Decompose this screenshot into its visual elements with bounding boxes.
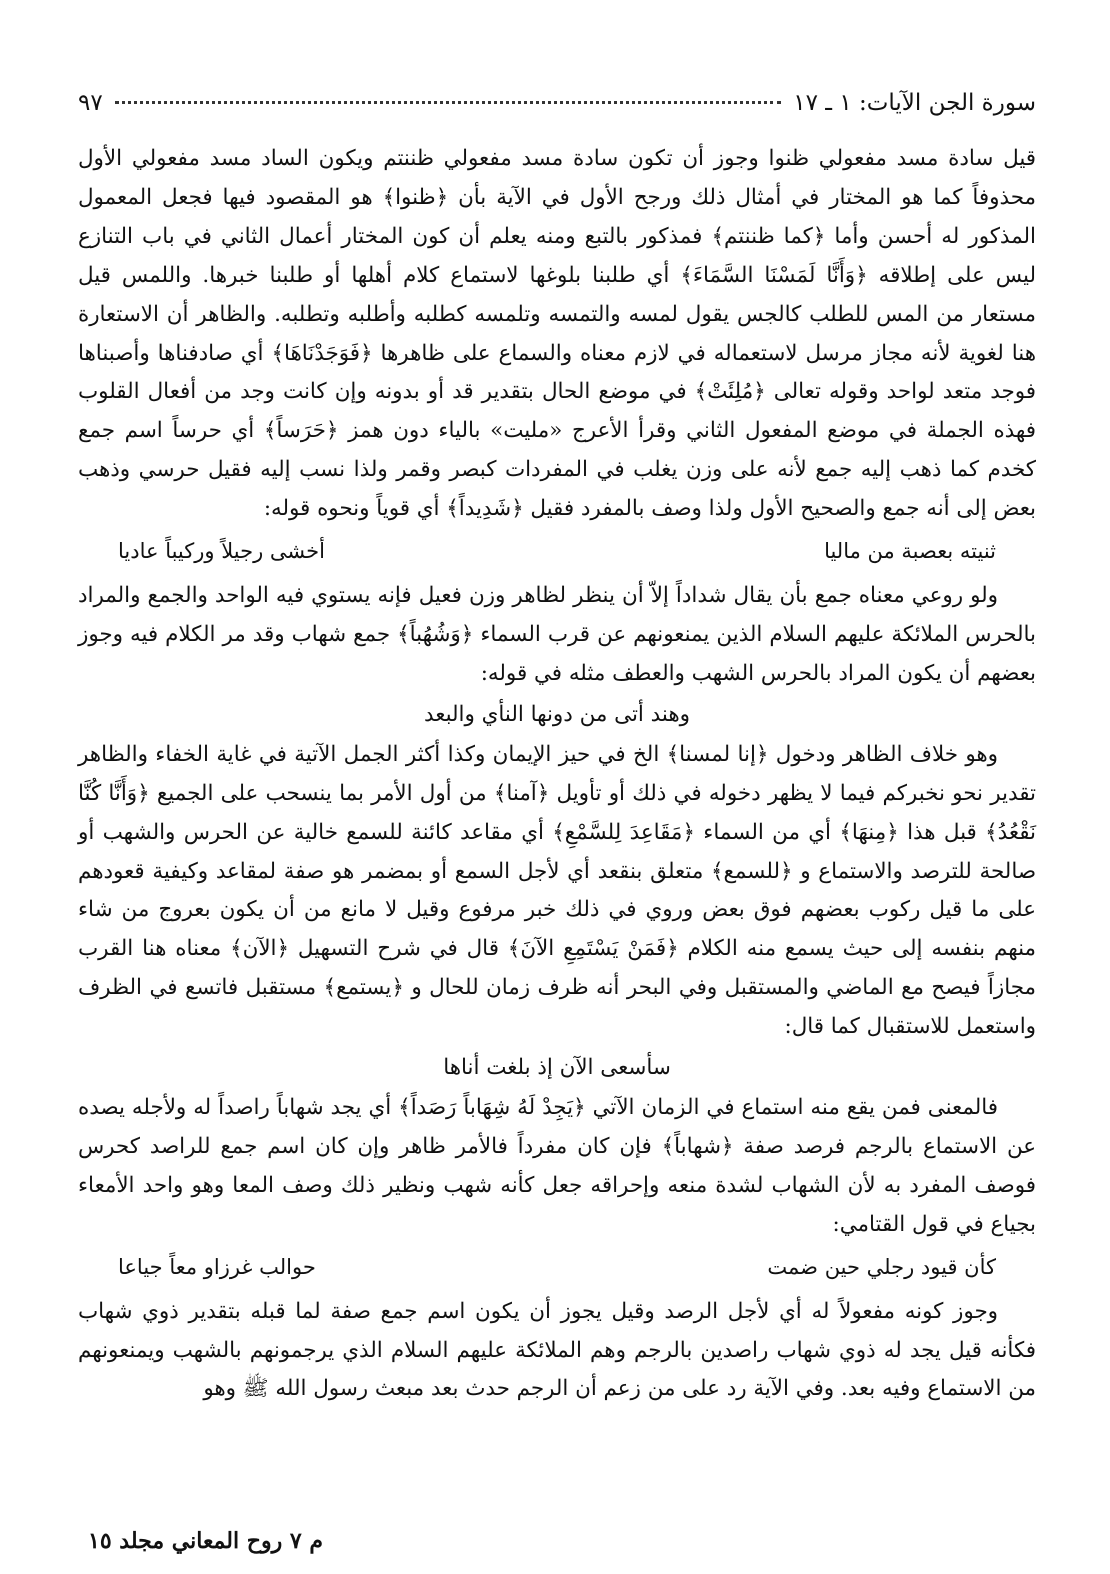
page-body xyxy=(78,88,1036,1409)
verse-line-2: وهند أتى من دونها النأي والبعد xyxy=(424,701,690,727)
verse-4-second-hemistich: حوالب غرزاو معاً جياعا xyxy=(118,1254,316,1279)
header-leader-dots xyxy=(115,100,782,104)
verse-1-second-hemistich: أخشى رجيلاً وركيباً عاديا xyxy=(118,539,325,564)
paragraph-1: قيل سادة مسد مفعولي ظنوا وجوز أن تكون سادة مسد مفعولي ظننتم ويكون الساد مسد مفعولي الأول محذوفاً كما هو المختار في أمثال ذلك ورجح الأول في الآية بأن ﴿ظنوا﴾ هو المقصود فيها فجعل المعمول المذكور له أحسن وأما ﴿كما ظننتم﴾ فمذكور بالتبع ومنه يعلم أن كون المختار أعمال الثاني في باب التنازع ليس على إطلاقه ﴿وَأَنَّا لَمَسْنَا السَّمَاءَ﴾ أي طلبنا بلوغها لاستماع كلام أهلها أو طلبنا خبرها. واللمس قيل مستعار من المس للطلب كالجس يقول لمسه والتمسه وتلمسه كطلبه وأطلبه وتطلبه. والظاهر أن الاستعارة هنا لغوية لأنه مجاز مرسل لاستعماله في لازم معناه والسماع على ظاهرها ﴿فَوَجَدْنَاهَا﴾ أي صادفناها وأصبناها فوجد متعد لواحد وقوله تعالى ﴿مُلِئَتْ﴾ في موضع الحال بتقدير قد أو بدونه وإن كانت وجد من أفعال القلوب فهذه الجملة في موضع المفعول الثاني وقرأ الأعرج «مليت» بالياء دون همز ﴿حَرَساً﴾ أي حرساً اسم جمع كخدم كما ذهب إليه جمع لأنه على وزن يغلب في المفردات كبصر وقمر ولذا نسب إليه فقيل حرسي وذهب بعض إلى أنه جمع والصحيح الأول ولذا وصف بالمفرد فقيل ﴿شَدِيداً﴾ أي قوياً ونحوه قوله: xyxy=(78,146,1036,522)
page-number: ٩٧ xyxy=(78,90,103,116)
paragraph-4: فالمعنى فمن يقع منه استماع في الزمان الآتي ﴿يَجِدْ لَهُ شِهَاباً رَصَداً﴾ أي يجد شهاباً راصداً له ولأجله يصده عن الاستماع بالرجم فرصد صفة ﴿شهاباً﴾ فإن كان مفرداً فالأمر ظاهر وإن كان اسم جمع للراصد كحرس فوصف المفرد به لأن الشهاب لشدة منعه وإحراقه جعل كأنه شهب ونظير ذلك وصف المعا وهو واحد الأمعاء بجياع في قول القتامي: xyxy=(78,1095,1036,1237)
paragraph-2: ولو روعي معناه جمع بأن يقال شداداً إلاّ أن ينظر لظاهر وزن فعيل فإنه يستوي فيه الواحد والجمع والمراد بالحرس الملائكة عليهم السلام الذين يمنعونهم عن قرب السماء ﴿وَشُهُباً﴾ جمع شهاب وقد مر الكلام فيه وجوز بعضهم أن يكون المراد بالحرس الشهب والعطف مثله في قوله: xyxy=(78,583,1036,686)
paragraph-5: وجوز كونه مفعولاً له أي لأجل الرصد وقيل يجوز أن يكون اسم جمع صفة لما قبله بتقدير ذوي شهاب فكأنه قيل يجد له ذوي شهاب راصدين بالرجم وهم الملائكة عليهم السلام الذي يرجمونهم بالشهب ويمنعونهم من الاستماع وفيه بعد. وفي الآية رد على من زعم أن الرجم حدث بعد مبعث رسول الله ﷺ وهو xyxy=(78,1298,1036,1402)
verse-1-first-hemistich: ثنيته بعصبة من ماليا xyxy=(824,539,996,564)
verse-couplet-1 xyxy=(78,531,1036,571)
header-title: سورة الجن الآيات: ١ ـ ١٧ xyxy=(793,90,1036,116)
verse-line-3: سأسعى الآن إذ بلغت أناها xyxy=(443,1055,671,1081)
verse-4-first-hemistich: كأن قيود رجلي حين ضمت xyxy=(767,1254,996,1279)
verse-couplet-4 xyxy=(78,1247,1036,1287)
signature-footer: م ٧ روح المعاني مجلد ١٥ xyxy=(88,1528,323,1554)
running-header xyxy=(78,88,1036,120)
paragraph-3: وهو خلاف الظاهر ودخول ﴿إنا لمسنا﴾ الخ في حيز الإيمان وكذا أكثر الجمل الآتية في غاية الخفاء والظاهر تقدير نحو نخبركم فيما لا يظهر دخوله في ذلك أو تأويل ﴿آمنا﴾ من أول الأمر بما ينسحب على الجميع ﴿وَأَنَّا كُنَّا نَقْعُدُ﴾ قبل هذا ﴿مِنهَا﴾ أي من السماء ﴿مَقَاعِدَ لِلسَّمْعِ﴾ أي مقاعد كائنة للسمع خالية عن الحرس والشهب أو صالحة للترصد والاستماع و ﴿للسمع﴾ متعلق بنقعد أي لأجل السمع أو بمضمر هو صفة لمقاعد وكيفية قعودهم على ما قيل ركوب بعضهم فوق بعض وروي في ذلك خبر مرفوع وقيل لا مانع من أن يكون بعروج من شاء منهم بنفسه إلى حيث يسمع منه الكلام ﴿فَمَنْ يَسْتَمِعِ الآنَ﴾ قال في شرح التسهيل ﴿الآن﴾ معناه هنا القرب مجازاً فيصح مع الماضي والمستقبل وفي البحر أنه ظرف زمان للحال و ﴿يستمع﴾ مستقبل فاتسع في الظرف واستعمل للاستقبال كما قال: xyxy=(78,741,1036,1040)
